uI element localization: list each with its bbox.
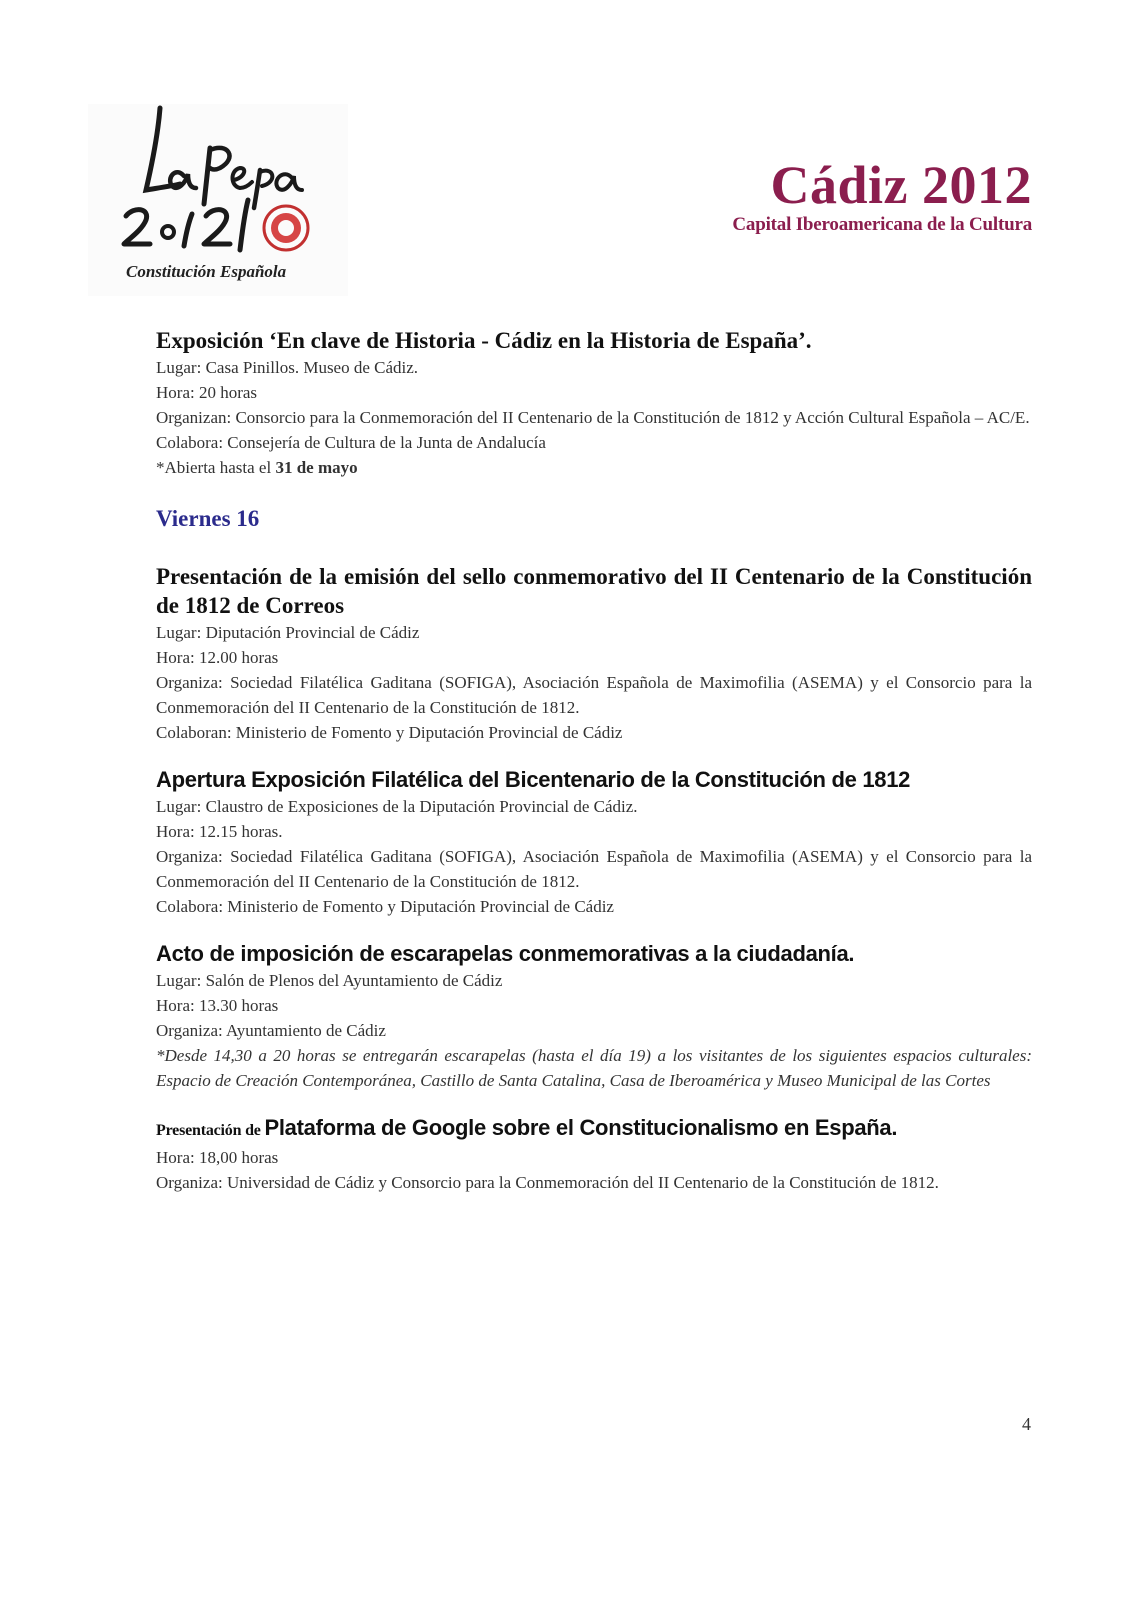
event-note: *Desde 14,30 a 20 horas se entregarán escarapelas (hasta el día 19) a los visitantes de los siguientes espacios culturales: Espacio de Creación Contemporánea, Castillo de Santa Catalina, Casa de Iberoamérica y Museo Municipal de las Cortes — [156, 1046, 1032, 1090]
event-hora: Hora: 12.00 horas — [156, 648, 279, 667]
event-colabora: Colabora: Ministerio de Fomento y Diputación Provincial de Cádiz — [156, 897, 614, 916]
event-colabora: Colabora: Consejería de Cultura de la Junta de Andalucía — [156, 433, 546, 452]
event-title-prefix: Presentación de — [156, 1122, 265, 1139]
event-title: Presentación de la emisión del sello conmemorativo del II Centenario de la Constitución de 1812 de Correos — [156, 564, 1032, 618]
event-block — [156, 326, 1032, 480]
la-pepa-logo-mark — [88, 104, 348, 264]
event-title — [156, 1113, 1032, 1145]
page-number: 4 — [1022, 1414, 1031, 1434]
event-hora: Hora: 12.15 horas. — [156, 822, 283, 841]
abierta-date: 31 de mayo — [275, 458, 358, 477]
spacer — [156, 745, 1032, 765]
cadiz-2012-title: Cádiz 2012 — [770, 155, 1032, 215]
event-lugar: Lugar: Casa Pinillos. Museo de Cádiz. — [156, 358, 419, 377]
event-colabora: Colaboran: Ministerio de Fomento y Diputación Provincial de Cádiz — [156, 723, 623, 742]
event-lugar: Lugar: Diputación Provincial de Cádiz — [156, 623, 420, 642]
document-body — [156, 326, 1032, 1195]
abierta-prefix: *Abierta hasta el — [156, 458, 276, 477]
event-block — [156, 562, 1032, 745]
event-organiza: Organiza: Sociedad Filatélica Gaditana (SOFIGA), Asociación Española de Maximofilia (ASEMA) y el Consorcio para la Conmemoración del II Centenario de la Constitución de 1812. — [156, 673, 1032, 717]
event-hora: Hora: 20 horas — [156, 383, 258, 402]
spacer — [156, 1093, 1032, 1113]
event-title: Exposición ‘En clave de Historia - Cádiz en la Historia de España’. — [156, 328, 812, 353]
event-lugar: Lugar: Salón de Plenos del Ayuntamiento de Cádiz — [156, 971, 503, 990]
event-hora: Hora: 18,00 horas — [156, 1148, 279, 1167]
la-pepa-subtitle: Constitución Española — [126, 262, 287, 281]
event-organiza: Organiza: Sociedad Filatélica Gaditana (SOFIGA), Asociación Española de Maximofilia (ASEMA) y el Consorcio para la Conmemoración del II Centenario de la Constitución de 1812. — [156, 847, 1032, 891]
event-organizan: Organizan: Consorcio para la Conmemoración del II Centenario de la Constitución de 1812 y Acción Cultural Española – AC/E. — [156, 408, 1030, 427]
event-title: Apertura Exposición Filatélica del Bicentenario de la Constitución de 1812 — [156, 767, 911, 792]
event-abierta — [156, 455, 1032, 480]
day-heading: Viernes 16 — [156, 506, 260, 531]
event-hora: Hora: 13.30 horas — [156, 996, 279, 1015]
spacer — [156, 919, 1032, 939]
event-block — [156, 1113, 1032, 1195]
cadiz-2012-subtitle: Capital Iberoamericana de la Cultura — [732, 214, 1032, 235]
event-block — [156, 765, 1032, 919]
la-pepa-logo — [88, 104, 348, 296]
event-title: Acto de imposición de escarapelas conmemorativas a la ciudadanía. — [156, 941, 855, 966]
event-lugar: Lugar: Claustro de Exposiciones de la Diputación Provincial de Cádiz. — [156, 797, 638, 816]
event-block — [156, 939, 1032, 1093]
cadiz-2012-logo — [712, 155, 1032, 236]
event-organiza: Organiza: Ayuntamiento de Cádiz — [156, 1021, 386, 1040]
event-title-main: Plataforma de Google sobre el Constitucionalismo en España. — [264, 1115, 898, 1140]
event-organiza: Organiza: Universidad de Cádiz y Consorcio para la Conmemoración del II Centenario de la Constitución de 1812. — [156, 1173, 939, 1192]
